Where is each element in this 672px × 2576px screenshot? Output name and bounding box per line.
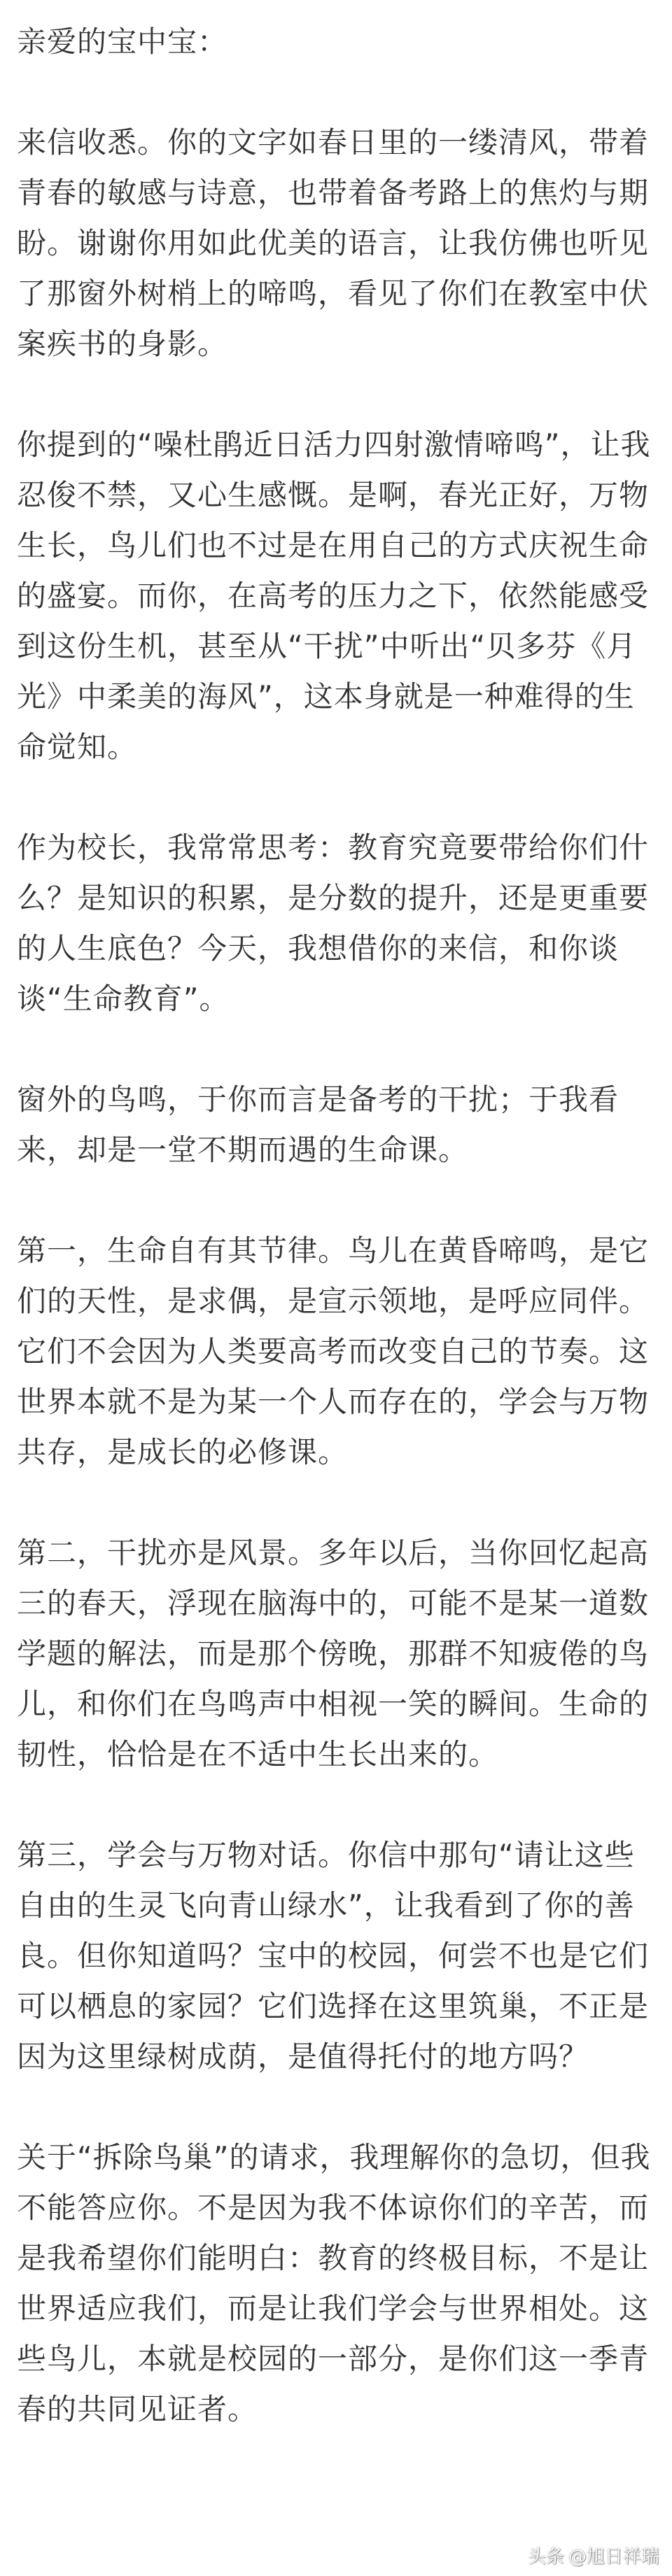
paragraph-6: 第二，干扰亦是风景。多年以后，当你回忆起高三的春天，浮现在脑海中的，可能不是某一道数学题的解法，而是那个傍晚，那群不知疲倦的鸟儿，和你们在鸟鸣声中相视一笑的瞬间。生命的韧性，恰恰是在不适中生长出来的。 bbox=[17, 1536, 650, 1771]
paragraph-7: 第三，学会与万物对话。你信中那句“请让这些自由的生灵飞向青山绿水”，让我看到了你的善良。但你知道吗？宝中的校园，何尝不也是它们可以栖息的家园？它们选择在这里筑巢，不正是因为这里绿树成荫，是值得托付的地方吗？ bbox=[17, 1838, 650, 2074]
paragraph-3: 作为校长，我常常思考：教育究竟要带给你们什么？是知识的积累，是分数的提升，还是更重要的人生底色？今天，我想借你的来信，和你谈谈“生命教育”。 bbox=[17, 830, 650, 1016]
paragraph-2: 你提到的“噪杜鹃近日活力四射激情啼鸣”，让我忍俊不禁，又心生感慨。是啊，春光正好，万物生长，鸟儿们也不过是在用自己的方式庆祝生命的盛宴。而你，在高考的压力之下，依然能感受到这份生机，甚至从“干扰”中听出“贝多芬《月光》中柔美的海风”，这本身就是一种难得的生命觉知。 bbox=[17, 427, 651, 764]
watermark-platform: 头条 bbox=[527, 2547, 564, 2568]
paragraph-1: 来信收悉。你的文字如春日里的一缕清风，带着青春的敏感与诗意，也带着备考路上的焦灼与期盼。谢谢你用如此优美的语言，让我仿佛也听见了那窗外树梢上的啼鸣，看见了你们在教室中伏案疾书的身影。 bbox=[17, 125, 650, 361]
paragraph-5: 第一，生命自有其节律。鸟儿在黄昏啼鸣，是它们的天性，是求偶，是宣示领地，是呼应同伴。它们不会因为人类要高考而改变自己的节奏。这世界本就不是为某一个人而存在的，学会与万物共存，是成长的必修课。 bbox=[17, 1233, 650, 1469]
source-watermark bbox=[528, 2545, 659, 2569]
letter-greeting: 亲爱的宝中宝： bbox=[17, 24, 228, 59]
watermark-handle: @旭日祥瑞 bbox=[568, 2547, 659, 2568]
paragraph-8: 关于“拆除鸟巢”的请求，我理解你的急切，但我不能答应你。不是因为我不体谅你们的辛苦，而是我希望你们能明白：教育的终极目标，不是让世界适应我们，而是让我们学会与世界相处。这些鸟儿，本就是校园的一部分，是你们这一季青春的共同见证者。 bbox=[17, 2140, 651, 2426]
paragraph-4: 窗外的鸟鸣，于你而言是备考的干扰；于我看来，却是一堂不期而遇的生命课。 bbox=[17, 1082, 620, 1167]
